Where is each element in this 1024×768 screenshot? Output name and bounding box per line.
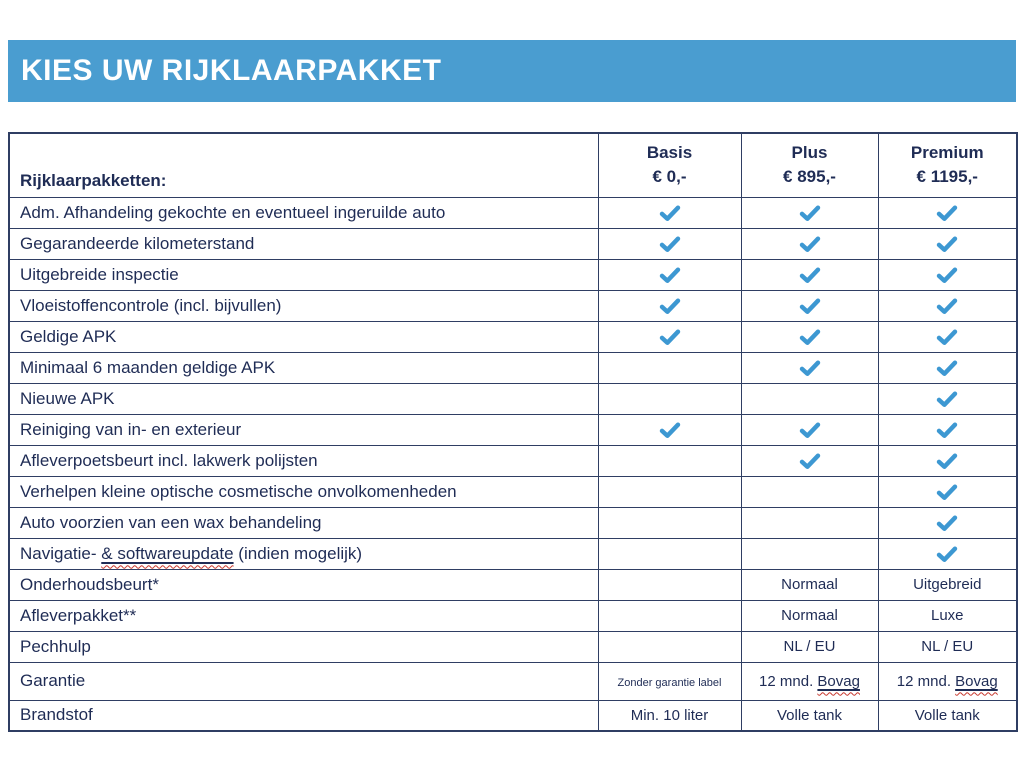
- cell-basis: [598, 228, 741, 259]
- cell-basis: [598, 631, 741, 662]
- check-icon: [799, 298, 821, 314]
- table-row: [9, 600, 1017, 631]
- cell-premium: [878, 538, 1017, 569]
- cell-basis: [598, 383, 741, 414]
- cell-plus: [741, 507, 878, 538]
- cell-premium: [878, 383, 1017, 414]
- check-icon: [659, 236, 681, 252]
- row-label-header: [9, 133, 598, 197]
- cell-plus: Volle tank: [741, 700, 878, 731]
- cell-premium: 12 mnd. Bovag: [878, 662, 1017, 700]
- cell-basis: [598, 569, 741, 600]
- check-icon: [659, 298, 681, 314]
- check-icon: [936, 298, 958, 314]
- row-label: Geldige APK: [9, 321, 598, 352]
- row-label: Navigatie- & softwareupdate (indien mogelijk): [9, 538, 598, 569]
- spellcheck-marked-text: Bovag: [955, 672, 998, 690]
- table-row: [9, 700, 1017, 731]
- check-icon: [936, 205, 958, 221]
- spellcheck-marked-text: & softwareupdate: [101, 543, 234, 563]
- cell-premium: NL / EU: [878, 631, 1017, 662]
- table-row: [9, 445, 1017, 476]
- row-label: Gegarandeerde kilometerstand: [9, 228, 598, 259]
- cell-basis: [598, 414, 741, 445]
- row-label: Vloeistoffencontrole (incl. bijvullen): [9, 290, 598, 321]
- row-label: Verhelpen kleine optische cosmetische onvolkomenheden: [9, 476, 598, 507]
- table-row: [9, 414, 1017, 445]
- cell-basis: [598, 352, 741, 383]
- table-header-row: [9, 133, 1017, 197]
- small-note: Zonder garantie label: [617, 676, 722, 689]
- package-price: € 0,-: [652, 167, 687, 187]
- cell-basis: [598, 321, 741, 352]
- table-row: [9, 507, 1017, 538]
- row-label: Minimaal 6 maanden geldige APK: [9, 352, 598, 383]
- column-header-premium: [878, 133, 1017, 197]
- cell-plus: [741, 290, 878, 321]
- check-icon: [799, 267, 821, 283]
- cell-basis: [598, 259, 741, 290]
- check-icon: [936, 546, 958, 562]
- cell-plus: 12 mnd. Bovag: [741, 662, 878, 700]
- cell-plus: [741, 352, 878, 383]
- check-icon: [659, 329, 681, 345]
- row-label: Pechhulp: [9, 631, 598, 662]
- check-icon: [936, 267, 958, 283]
- row-label: Uitgebreide inspectie: [9, 259, 598, 290]
- row-label: Garantie: [9, 662, 598, 700]
- column-header-plus: [741, 133, 878, 197]
- check-icon: [799, 453, 821, 469]
- cell-plus: [741, 321, 878, 352]
- package-name: Basis: [646, 143, 693, 163]
- check-icon: [936, 453, 958, 469]
- cell-plus: Normaal: [741, 600, 878, 631]
- check-icon: [659, 267, 681, 283]
- cell-plus: [741, 383, 878, 414]
- check-icon: [799, 205, 821, 221]
- title-banner: [8, 40, 1016, 102]
- cell-premium: [878, 197, 1017, 228]
- page-title: KIES UW RIJKLAARPAKKET: [21, 54, 442, 87]
- cell-plus: [741, 197, 878, 228]
- check-icon: [799, 360, 821, 376]
- table-row: [9, 538, 1017, 569]
- check-icon: [936, 515, 958, 531]
- row-label: Adm. Afhandeling gekochte en eventueel ingeruilde auto: [9, 197, 598, 228]
- cell-premium: [878, 476, 1017, 507]
- row-label: Reiniging van in- en exterieur: [9, 414, 598, 445]
- table-row: [9, 197, 1017, 228]
- cell-premium: [878, 445, 1017, 476]
- cell-plus: [741, 476, 878, 507]
- package-name: Premium: [910, 143, 984, 163]
- cell-premium: [878, 507, 1017, 538]
- cell-basis: [598, 290, 741, 321]
- row-label-header-text: Rijklaarpakketten:: [20, 170, 167, 190]
- row-label: Onderhoudsbeurt*: [9, 569, 598, 600]
- cell-basis: [598, 197, 741, 228]
- column-header-basis: [598, 133, 741, 197]
- check-icon: [659, 205, 681, 221]
- package-comparison-table: [8, 132, 1018, 732]
- cell-premium: [878, 259, 1017, 290]
- table-row: [9, 476, 1017, 507]
- row-label: Brandstof: [9, 700, 598, 731]
- cell-plus: [741, 414, 878, 445]
- cell-plus: Normaal: [741, 569, 878, 600]
- check-icon: [936, 329, 958, 345]
- cell-premium: [878, 321, 1017, 352]
- check-icon: [799, 422, 821, 438]
- cell-plus: [741, 538, 878, 569]
- cell-premium: Uitgebreid: [878, 569, 1017, 600]
- cell-basis: [598, 662, 741, 700]
- row-label: Auto voorzien van een wax behandeling: [9, 507, 598, 538]
- table-row: [9, 290, 1017, 321]
- row-label: Afleverpoetsbeurt incl. lakwerk polijsten: [9, 445, 598, 476]
- package-name: Plus: [791, 143, 828, 163]
- cell-plus: [741, 228, 878, 259]
- cell-plus: [741, 445, 878, 476]
- cell-premium: [878, 414, 1017, 445]
- cell-basis: Min. 10 liter: [598, 700, 741, 731]
- table-row: [9, 383, 1017, 414]
- check-icon: [936, 391, 958, 407]
- package-price: € 1195,-: [916, 167, 978, 187]
- cell-basis: [598, 476, 741, 507]
- check-icon: [936, 422, 958, 438]
- spellcheck-marked-text: Bovag: [817, 672, 860, 690]
- cell-plus: NL / EU: [741, 631, 878, 662]
- check-icon: [799, 329, 821, 345]
- cell-premium: [878, 228, 1017, 259]
- table-row: [9, 228, 1017, 259]
- check-icon: [936, 360, 958, 376]
- check-icon: [799, 236, 821, 252]
- check-icon: [936, 484, 958, 500]
- check-icon: [936, 236, 958, 252]
- cell-premium: Luxe: [878, 600, 1017, 631]
- cell-premium: [878, 290, 1017, 321]
- cell-basis: [598, 538, 741, 569]
- table-row: [9, 321, 1017, 352]
- row-label: Afleverpakket**: [9, 600, 598, 631]
- table-row: [9, 569, 1017, 600]
- table-row: [9, 662, 1017, 700]
- cell-premium: Volle tank: [878, 700, 1017, 731]
- cell-premium: [878, 352, 1017, 383]
- cell-basis: [598, 507, 741, 538]
- table-row: [9, 259, 1017, 290]
- table-row: [9, 631, 1017, 662]
- cell-plus: [741, 259, 878, 290]
- cell-basis: [598, 600, 741, 631]
- table-row: [9, 352, 1017, 383]
- package-price: € 895,-: [783, 167, 836, 187]
- row-label: Nieuwe APK: [9, 383, 598, 414]
- cell-basis: [598, 445, 741, 476]
- check-icon: [659, 422, 681, 438]
